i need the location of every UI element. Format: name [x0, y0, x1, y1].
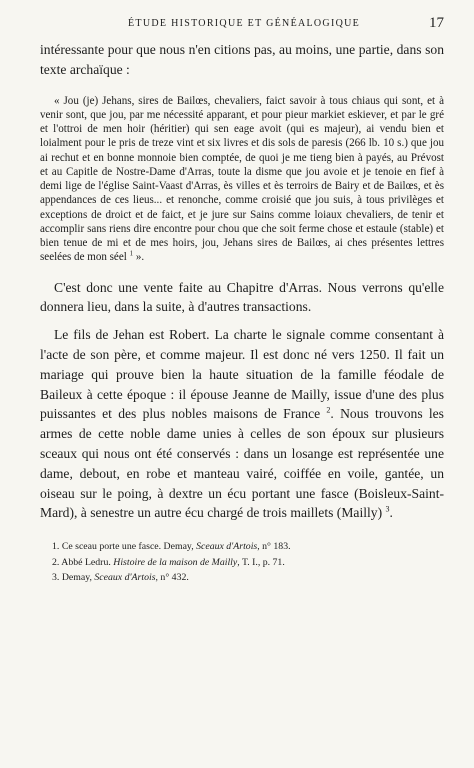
footnotes: [40, 539, 444, 586]
footnote-ref-1: 1: [129, 249, 134, 258]
footnote-text: , n° 183.: [257, 541, 291, 553]
paragraph-robert-part-a: Le fils de Jehan est Robert. La charte le signale comme consentant à l'acte de son père, et comme majeur. Il est donc né vers 1250. Il fait un mariage qui prouve bien la haute situation de la famille féodale de Baileux à cette époque : il épouse Jeanne de Mailly, issue d'une des plus puissantes et des plus nobles maisons de France: [40, 327, 444, 422]
footnote-work-title: Histoire de la maison de Mailly: [113, 556, 238, 568]
footnote-1: [52, 539, 444, 555]
running-title: ÉTUDE HISTORIQUE ET GÉNÉALOGIQUE: [128, 18, 361, 29]
footnote-work-title: Sceaux d'Artois: [94, 572, 156, 584]
quotation-closing: ».: [133, 251, 145, 264]
footnote-number: 1.: [52, 541, 60, 553]
charter-quotation: [40, 94, 444, 265]
quotation-text: « Jou (je) Jehans, sires de Bailœs, chevaliers, faict savoir à tous chiaus qui sont, et à venir sont, que jou, par me nécessité apparant, et pour pieur markiet eskiever, et par le gré et l'ottroi de men hoir (héritier) qui sen eage avoit (qui es majeur), ai vendu bien et loialment pour le pris de treze vint et six livres et dis sols de paresis (266 lb. 10 s.) que jou ai rechut et en bonne monnoie bien comptée, de quoi je me tieng bien à payés, au Prévost et au Capitle de Nostre-Dame d'Arras, toute la disme que jou avoie et je tenoie en fief à demi lige de l'église Saint-Vaast d'Arras, ès villes et ès terroirs de Bairy et de Bailœs, et ès appendances de ces lieus... et renonche, comme croisié que jou suis, à tous privilèges et exceptions de droict et de faict, et je jure sur Sains comme loiaux chevaliers, de tenir et accomplir sans riens dire encontre pour chou que che soit ferme chose et estaule (stable) et bien tenue de mi et de mes hoirs, jou, Jehans sires de Bailœs, ai ches présentes lettres seelées de mon séel: [40, 94, 444, 264]
footnote-text: Ce sceau porte une fasce. Demay,: [61, 541, 197, 553]
paragraph-robert: [40, 325, 444, 523]
paragraph-robert-part-c: .: [389, 505, 393, 521]
paragraph-vente: C'est donc une vente faite au Chapitre d'Arras. Nous verrons qu'elle donnera lieu, dans la suite, à d'autres transactions.: [40, 279, 444, 315]
footnote-3: [52, 570, 444, 586]
footnote-number: 2.: [52, 556, 60, 568]
footnote-text: Demay,: [61, 572, 95, 584]
footnote-2: [52, 555, 444, 571]
intro-paragraph: intéressante pour que nous n'en citions pas, au moins, une partie, dans son texte archaïque :: [40, 42, 444, 77]
footnote-ref-2: 2: [326, 405, 331, 415]
footnote-text: Abbé Ledru.: [61, 556, 114, 568]
page-number: 17: [429, 15, 444, 31]
footnote-work-title: Sceaux d'Artois: [196, 541, 258, 553]
footnote-number: 3.: [52, 572, 60, 584]
page-header: [40, 15, 444, 40]
paragraph-robert-part-b: . Nous trouvons les armes de cette noble dame unies à celles de son époux sur plusieurs sceaux qui nous ont été conservés : dans un losange est représentée une dame, debout, en robe et manteau vairé, coiffée en voile, gantée, un oiseau sur le poing, à dextre un écu portant une fasce (Boisleux-Saint-Mard), à senestre un autre écu chargé de trois maillets (Mailly): [40, 406, 444, 521]
footnote-text: , T. I., p. 71.: [237, 556, 285, 568]
footnote-text: , n° 432.: [155, 572, 189, 584]
footnote-ref-3: 3: [385, 504, 390, 514]
